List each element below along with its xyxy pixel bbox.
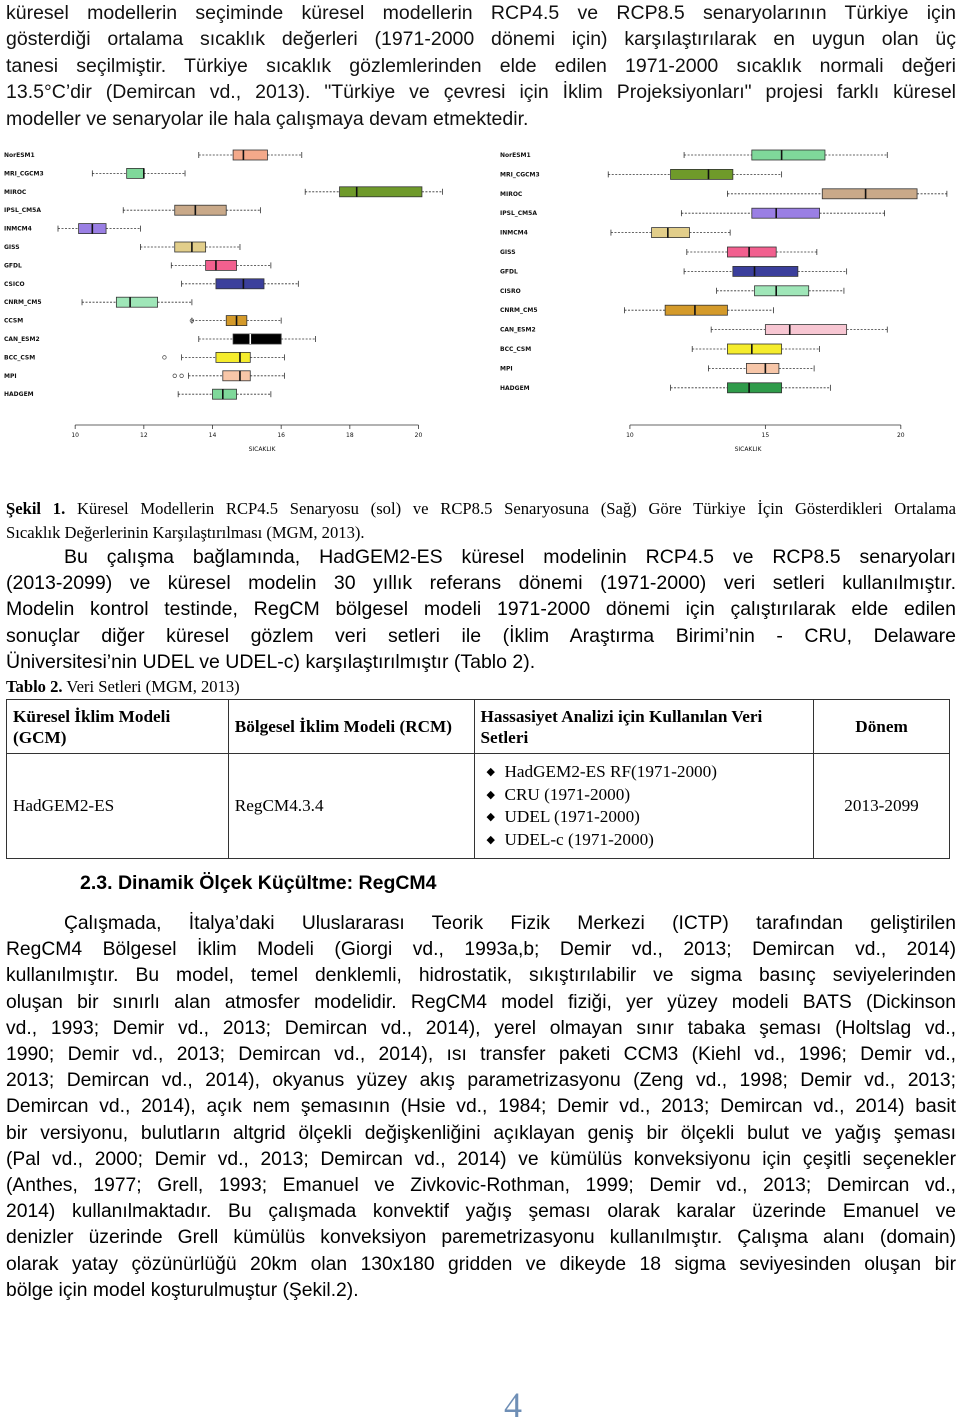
x-axis-label: SICAKLIK — [248, 446, 276, 453]
model-label: NorESM1 — [500, 152, 531, 159]
box — [652, 228, 690, 238]
table-caption-label: Tablo 2. — [6, 677, 63, 696]
boxplot-figure — [0, 138, 960, 470]
model-label: MPI — [4, 372, 17, 380]
text-line: bir versiyonu, bulutların altgrid ölçekli değişkenliğini açıklayan geniş bir ölçekli bulut ve yağış şeması — [6, 1122, 956, 1144]
table-caption-text: Veri Setleri (MGM, 2013) — [62, 677, 240, 696]
x-tick-label: 10 — [71, 432, 79, 439]
box — [213, 389, 237, 399]
box — [671, 169, 733, 179]
box — [727, 383, 781, 393]
model-label: CAN_ESM2 — [4, 336, 40, 343]
box — [175, 242, 206, 252]
box — [765, 325, 846, 335]
model-label: HADGEM — [500, 384, 530, 392]
box — [752, 150, 825, 160]
text-line: modeller ve senaryolar ile hala çalışmaya devam etmektedir. — [6, 107, 529, 130]
model-label: BCC_CSM — [500, 346, 532, 353]
text-line: Bu çalışma bağlamında, HadGEM2-ES küresel modelinin RCP4.5 ve RCP8.5 senaryoları — [64, 546, 956, 568]
box — [175, 205, 227, 215]
caption-text: Küresel Modellerin RCP4.5 Senaryosu (sol) ve RCP8.5 Senaryosuna (Sağ) Göre Türkiye İçin Gösterdikleri Ortalama — [65, 499, 956, 518]
list-item: ◆ UDEL (1971-2000) — [505, 806, 808, 829]
box — [223, 371, 250, 381]
dataset-list — [481, 761, 808, 851]
model-label: GISS — [500, 249, 516, 256]
paragraph-methods — [6, 544, 956, 675]
text-line: (Anthes, 1977; Grell, 1993; Emanuel ve Zivkovic-Rothman, 1999; Demir vd., 2013; Demircan vd., — [6, 1175, 956, 1197]
text-line: tanesi seçilmiştir. Türkiye sıcaklık gözlemlerinden elde edilen 1971-2000 sıcaklık normali değeri — [6, 54, 956, 77]
text-line: kullanılmıştır. Bu model, temel denklemli, hidrostatik, sıkıştırılabilir ve sigma basınç seviyelerinden — [6, 965, 956, 987]
figure-caption — [6, 497, 956, 545]
datasets-table — [6, 699, 950, 859]
text-line: 13.5°C’dir (Demircan vd., 2013). "Türkiye ve çevresi için İklim Projeksiyonları" projesi farklı küresel — [6, 81, 956, 104]
text-line: olarak yatay çözünürlüğü 20km olan 130x180 gridden ve dikeyde 18 sigma seviyesinden oluşan bir — [6, 1253, 956, 1275]
list-item: ◆ CRU (1971-2000) — [505, 784, 808, 807]
text-line: bölge için model koşturulmuştur (Şekil.2). — [6, 1279, 359, 1301]
table-header-row — [7, 700, 950, 754]
model-label: CSICO — [4, 280, 25, 288]
box — [206, 260, 237, 270]
table-header: Dönem — [814, 700, 950, 754]
model-label: GFDL — [4, 262, 22, 270]
model-label: BCC_CSM — [4, 354, 36, 362]
model-label: MIROC — [500, 190, 523, 198]
text-line: Modelin kontrol testinde, RegCM bölgesel modeli 1971-2000 dönemi için çalıştırılarak elde edilen — [6, 598, 956, 621]
table-cell-datasets — [474, 754, 814, 859]
box — [752, 208, 820, 218]
model-label: INMCM4 — [4, 225, 32, 233]
list-item: ◆ UDEL-c (1971-2000) — [505, 829, 808, 852]
table-cell-gcm: HadGEM2-ES — [7, 754, 229, 859]
outlier-point — [180, 374, 184, 378]
box — [233, 334, 281, 344]
model-label: IPSL_CM5A — [500, 210, 537, 218]
box — [116, 297, 157, 307]
outlier-point — [173, 374, 177, 378]
model-label: IPSL_CM5A — [4, 207, 41, 215]
model-label: MPI — [500, 365, 513, 373]
box — [340, 187, 422, 197]
text-line: gösterdiği ortalama sıcaklık değerleri (1971-2000 dönemi için) karşılaştırılarak en uygun olan üç — [6, 28, 956, 51]
x-tick-label: 20 — [414, 432, 423, 439]
table-header: Bölgesel İklim Modeli (RCM) — [228, 700, 474, 754]
table-row — [7, 754, 950, 859]
model-label: MRI_CGCM3 — [4, 170, 44, 178]
text-line: vd., 1993; Demir vd., 2013; Demircan vd., 2014), yerel olmayan sınır tabaka şeması (Holtslag vd., — [6, 1017, 956, 1039]
box — [727, 344, 781, 354]
box — [755, 286, 809, 296]
model-label: CCSM — [4, 317, 24, 325]
intro-paragraph — [6, 0, 956, 132]
model-label: CNRM_CM5 — [500, 307, 538, 315]
model-label: GISS — [4, 244, 20, 251]
text-line: Demircan vd., 2014), açık nem şemasının (Hsie vd., 1984; Demir vd., 2013; Demircan vd., 2014) basit — [6, 1096, 956, 1118]
text-line: 1990; Demir vd., 2013; Demircan vd., 2014), ısı transfer paketi CCM3 (Kiehl vd., 1996; Demir vd., — [6, 1044, 956, 1066]
figure-boxplots — [0, 138, 960, 470]
text-line: sonuçlar diğer küresel gözlem veri setleri ile (İklim Araştırma Birimi’nin - CRU, Delaware — [6, 624, 956, 647]
text-line: RegCM4 Bölgesel İklim Modeli (Giorgi vd., 1993a,b; Demir vd., 2013; Demircan vd., 2014) — [6, 939, 956, 961]
list-item: ◆ HadGEM2-ES RF(1971-2000) — [505, 761, 808, 784]
model-label: CAN_ESM2 — [500, 326, 536, 334]
caption-text-2: Sıcaklık Değerlerinin Karşılaştırılması (MGM, 2013). — [6, 523, 365, 542]
box — [665, 305, 727, 315]
box — [233, 150, 267, 160]
x-axis-label: SICAKLIK — [734, 446, 762, 453]
page-number: 4 — [504, 1385, 522, 1425]
text-line: 2013; Demircan vd., 2014), okyanus yüzey akış parametrizasyonu (Zeng vd., 1998; Demir vd., 2013; — [6, 1070, 956, 1092]
x-tick-label: 16 — [277, 432, 285, 439]
box — [216, 352, 250, 362]
caption-label: Şekil 1. — [6, 499, 66, 518]
text-line: Çalışmada, İtalya’daki Uluslararası Teorik Fizik Merkezi (ICTP) tarafından geliştirilen — [64, 913, 956, 934]
section-heading: 2.3. Dinamik Ölçek Küçültme: RegCM4 — [80, 872, 437, 894]
x-tick-label: 10 — [626, 432, 634, 439]
table-header: Küresel İklim Modeli (GCM) — [7, 700, 229, 754]
model-label: CISRO — [500, 287, 521, 295]
x-tick-label: 20 — [896, 432, 905, 439]
box — [127, 168, 144, 178]
box — [822, 189, 917, 199]
box — [216, 279, 264, 289]
box — [727, 247, 776, 257]
table-cell-period: 2013-2099 — [814, 754, 950, 859]
x-tick-label: 14 — [208, 432, 217, 439]
text-line: (2013-2099) ve küresel modelin 30 yıllık referans dönemi (1971-2000) veri setleri kullanılmıştır. — [6, 572, 956, 595]
x-tick-label: 18 — [346, 432, 354, 439]
model-label: MRI_CGCM3 — [500, 171, 540, 179]
model-label: HADGEM — [4, 391, 34, 399]
model-label: INMCM4 — [500, 229, 528, 237]
model-label: NorESM1 — [4, 152, 35, 159]
text-line: 2014) kullanılmaktadır. Bu çalışmada konvektif yağış şeması olarak karalar üzerinde Emanuel ve — [6, 1201, 956, 1223]
model-label: CNRM_CM5 — [4, 299, 42, 307]
x-tick-label: 15 — [761, 432, 770, 439]
outlier-point — [163, 356, 167, 360]
text-line: oluşan bir sınırlı alan atmosfer modelidir. RegCM4 model fiziği, yer yüzey modeli BATS (Dickinson — [6, 991, 956, 1013]
model-label: GFDL — [500, 268, 518, 276]
table-header: Hassasiyet Analizi için Kullanılan Veri Setleri — [474, 700, 814, 754]
box — [733, 266, 798, 276]
paragraph-regcm4 — [6, 911, 956, 1304]
model-label: MIROC — [4, 188, 27, 196]
text-line: denizler üzerinde Grell kümülüs konveksiyon paremetrizasyonu kullanılmıştır. Çalışma alanı (domain) — [6, 1227, 956, 1249]
text-line: Üniversitesi’nin UDEL ve UDEL-c) karşılaştırılmıştır (Tablo 2). — [6, 650, 536, 673]
text-line: küresel modellerin seçiminde küresel modellerin RCP4.5 ve RCP8.5 senaryolarının Türkiye için — [6, 2, 956, 24]
box — [746, 363, 779, 373]
text-line: (Pal vd., 2000; Demir vd., 2013; Demircan vd., 2014) ve kümülüs konveksiyonu için çeşitli seçenekler — [6, 1148, 956, 1170]
table-cell-rcm: RegCM4.3.4 — [228, 754, 474, 859]
x-tick-label: 12 — [140, 432, 148, 439]
table-caption — [6, 677, 240, 697]
